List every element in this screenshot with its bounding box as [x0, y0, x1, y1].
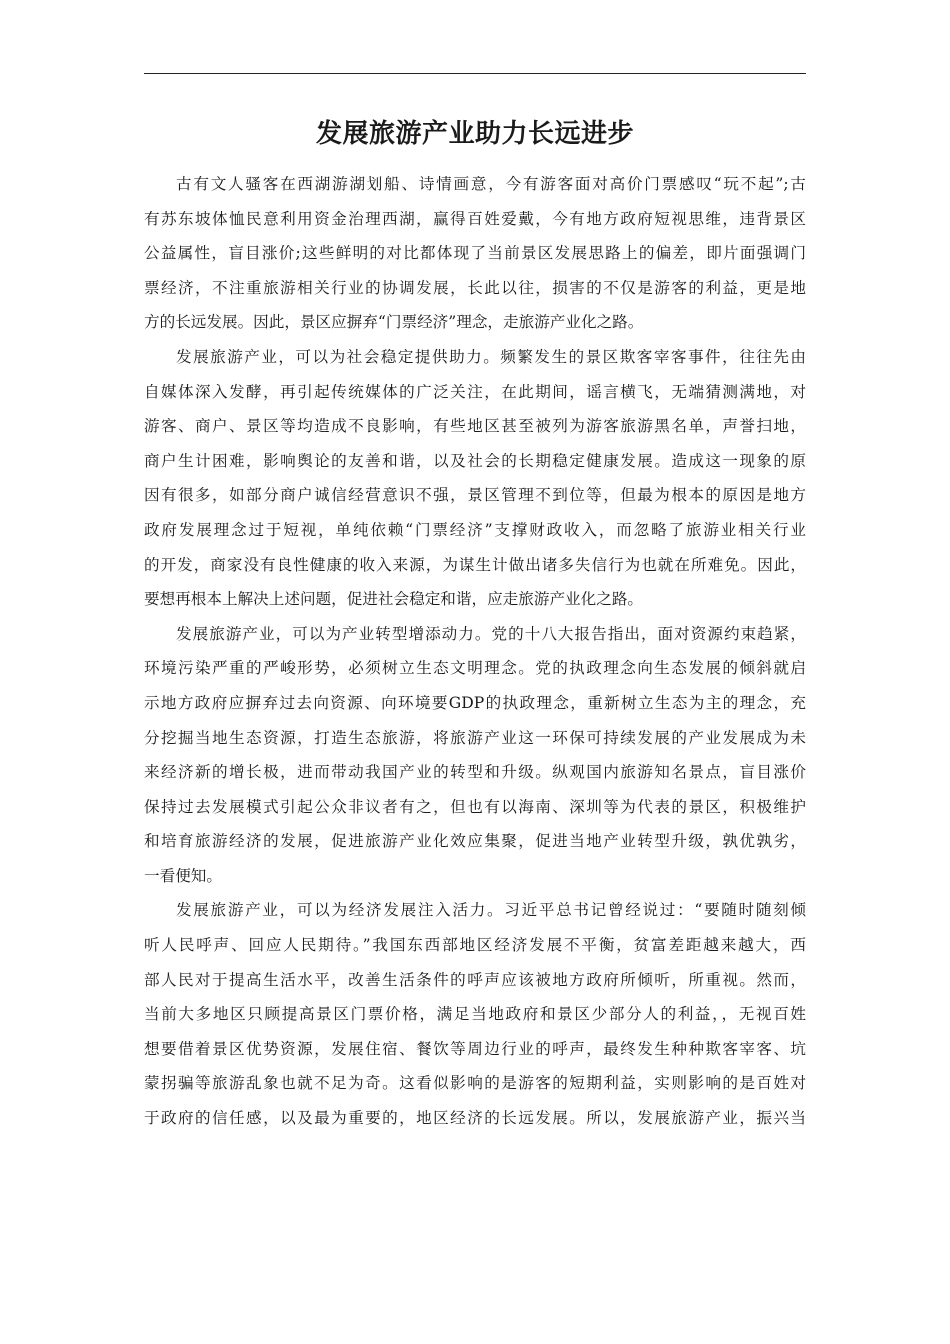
text-line: 当前大多地区只顾提高景区门票价格，满足当地政府和景区少部分人的利益，，无视百姓 — [144, 1005, 806, 1024]
text-line: 蒙拐骗等旅游乱象也就不足为奇。这看似影响的是游客的短期利益，实则影响的是百姓对 — [144, 1074, 806, 1093]
text-line: 来经济新的增长极，进而带动我国产业的转型和升级。纵观国内旅游知名景点，盲目涨价 — [144, 763, 806, 782]
text-line: 一看便知。 — [144, 866, 222, 885]
text-line: 发展旅游产业，可以为经济发展注入活力。习近平总书记曾经说过：“要随时随刻倾 — [176, 901, 806, 920]
text-line: 听人民呼声、回应人民期待。”我国东西部地区经济发展不平衡，贫富差距越来越大，西 — [144, 936, 806, 955]
text-line: 有苏东坡体恤民意利用资金治理西湖，赢得百姓爱戴，今有地方政府短视思维，违背景区 — [144, 209, 806, 228]
header-rule — [144, 73, 806, 74]
text-line: 票经济，不注重旅游相关行业的协调发展，长此以往，损害的不仅是游客的利益，更是地 — [144, 278, 806, 297]
text-line: 游客、商户、景区等均造成不良影响，有些地区甚至被列为游客旅游黑名单，声誉扫地， — [144, 417, 806, 436]
text-line: 环境污染严重的严峻形势，必须树立生态文明理念。党的执政理念向生态发展的倾斜就启 — [144, 659, 806, 678]
text-line: 的开发，商家没有良性健康的收入来源，为谋生计做出诸多失信行为也就在所难免。因此， — [144, 555, 806, 574]
text-line: 方的长远发展。因此，景区应摒弃“门票经济”理念，走旅游产业化之路。 — [144, 313, 644, 332]
text-line: 因有很多，如部分商户诚信经营意识不强，景区管理不到位等，但最为根本的原因是地方 — [144, 486, 806, 505]
paragraph-2 — [144, 340, 806, 617]
text-line: 示地方政府应摒弃过去向资源、向环境要GDP的执政理念，重新树立生态为主的理念，充 — [144, 693, 806, 712]
text-line: 保持过去发展模式引起公众非议者有之，但也有以海南、深圳等为代表的景区，积极维护 — [144, 797, 806, 816]
text-line: 和培育旅游经济的发展，促进旅游产业化效应集聚，促进当地产业转型升级，孰优孰劣， — [144, 832, 806, 851]
text-line: 自媒体深入发酵，再引起传统媒体的广泛关注，在此期间，谣言横飞，无端猜测满地，对 — [144, 382, 806, 401]
document-title: 发展旅游产业助力长远进步 — [315, 119, 634, 149]
text-line: 发展旅游产业，可以为产业转型增添动力。党的十八大报告指出，面对资源约束趋紧， — [176, 624, 806, 643]
text-line: 政府发展理念过于短视，单纯依赖“门票经济”支撑财政收入，而忽略了旅游业相关行业 — [144, 520, 806, 539]
document-body — [144, 167, 806, 1136]
paragraph-3 — [144, 617, 806, 894]
text-line: 商户生计困难，影响舆论的友善和谐，以及社会的长期稳定健康发展。造成这一现象的原 — [144, 451, 806, 470]
text-line: 部人民对于提高生活水平，改善生活条件的呼声应该被地方政府所倾听，所重视。然而， — [144, 970, 806, 989]
text-line: 于政府的信任感，以及最为重要的，地区经济的长远发展。所以，发展旅游产业，振兴当 — [144, 1109, 806, 1128]
text-line: 发展旅游产业，可以为社会稳定提供助力。频繁发生的景区欺客宰客事件，往往先由 — [176, 347, 806, 366]
paragraph-4 — [144, 893, 806, 1135]
text-line: 想要借着景区优势资源，发展住宿、餐饮等周边行业的呼声，最终发生种种欺客宰客、坑 — [144, 1039, 806, 1058]
text-line: 公益属性，盲目涨价;这些鲜明的对比都体现了当前景区发展思路上的偏差，即片面强调门 — [144, 244, 806, 263]
text-line: 要想再根本上解决上述问题，促进社会稳定和谐，应走旅游产业化之路。 — [144, 590, 644, 609]
text-line: 古有文人骚客在西湖游湖划船、诗情画意，今有游客面对高价门票感叹“玩不起”;古 — [176, 175, 806, 193]
paragraph-1 — [144, 167, 806, 340]
text-line: 分挖掘当地生态资源，打造生态旅游，将旅游产业这一环保可持续发展的产业发展成为未 — [144, 728, 806, 747]
